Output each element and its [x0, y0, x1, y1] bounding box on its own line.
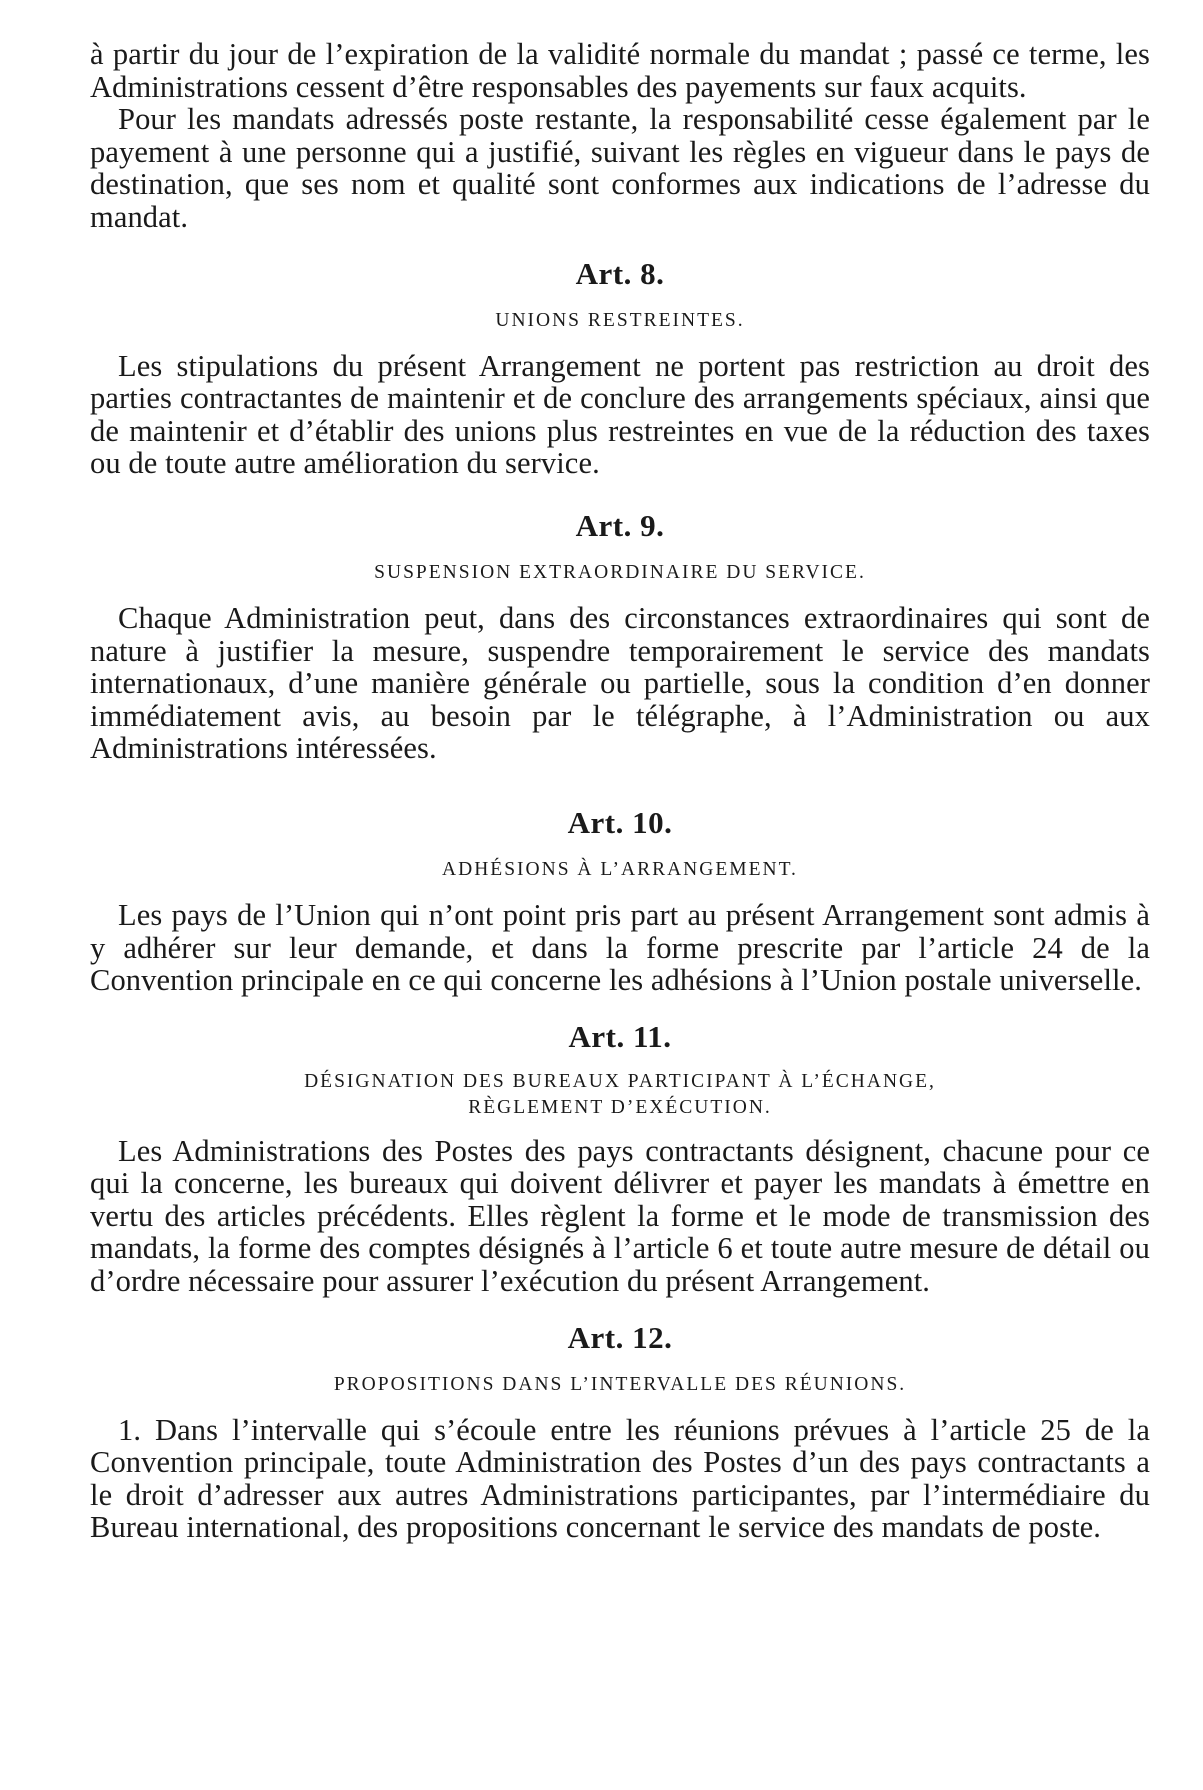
article-title: Art. 9.: [575, 507, 665, 543]
intro-paragraph-2: Pour les mandats adressés poste restante, la responsabilité cesse également par le payement à une personne qui a justifié, suivant les règles en vigueur dans le pays de destination, que ses nom et qualité sont conformes aux indications de l’adresse du mandat.: [90, 102, 1150, 234]
article-subtitle: UNIONS RESTREINTES.: [495, 309, 745, 331]
article-10: [90, 805, 1150, 997]
article-text: Les pays de l’Union qui n’ont point pris part au présent Arrangement sont admis à y adhérer sur leur demande, et dans la forme prescrite par l’article 24 de la Convention principale en ce qui concerne les adhésions à l’Union postale universelle.: [90, 897, 1150, 998]
article-text: Les stipulations du présent Arrangement ne portent pas restriction au droit des parties contractantes de maintenir et de conclure des arrangements spéciaux, ainsi que de maintenir et d’établir des unions plus restreintes en vue de la réduction des taxes ou de toute autre amélioration du service.: [90, 348, 1150, 481]
article-title: Art. 12.: [567, 1319, 673, 1355]
article-title: Art. 8.: [575, 255, 665, 291]
article-subtitle: ADHÉSIONS À L’ARRANGEMENT.: [442, 858, 798, 880]
article-11: [90, 1019, 1150, 1298]
article-12: [90, 1320, 1150, 1544]
intro-paragraph-1: à partir du jour de l’expiration de la validité normale du mandat ; passé ce terme, les Administrations cessent d’être responsables des payements sur faux acquits.: [90, 37, 1150, 104]
article-8: [90, 256, 1150, 480]
article-text: Chaque Administration peut, dans des circonstances extraordinaires qui sont de nature à justifier la mesure, suspendre temporairement le service des mandats internationaux, d’une manière générale ou partielle, sous la condition d’en donner immédiatement avis, au besoin par le télégraphe, à l’Administration ou aux Administrations intéressées.: [90, 600, 1150, 766]
article-subtitle: PROPOSITIONS DANS L’INTERVALLE DES RÉUNIONS.: [333, 1373, 907, 1395]
article-text: Les Administrations des Postes des pays contractants désignent, chacune pour ce qui la concerne, les bureaux qui doivent délivrer et payer les mandats à émettre en vertu des articles précédents. Elles règlent la forme et le mode de transmission des mandats, la forme des comptes désignés à l’article 6 et toute autre mesure de détail ou d’ordre nécessaire pour assurer l’exécution du présent Arrangement.: [90, 1133, 1150, 1299]
document-page: [90, 38, 1150, 1544]
article-subtitle: SUSPENSION EXTRAORDINAIRE DU SERVICE.: [374, 561, 866, 583]
article-title: Art. 11.: [568, 1018, 672, 1054]
article-subtitle: DÉSIGNATION DES BUREAUX PARTICIPANT À L’ÉCHANGE,: [304, 1070, 936, 1092]
article-subtitle-line-2: RÈGLEMENT D’EXÉCUTION.: [468, 1096, 772, 1118]
article-9: [90, 508, 1150, 765]
article-text: 1. Dans l’intervalle qui s’écoule entre les réunions prévues à l’article 25 de la Convention principale, toute Administration des Postes d’un des pays contractants a le droit d’adresser aux autres Administrations participantes, par l’intermédiaire du Bureau international, des propositions concernant le service des mandats de poste.: [90, 1412, 1150, 1545]
article-title: Art. 10.: [567, 804, 673, 840]
